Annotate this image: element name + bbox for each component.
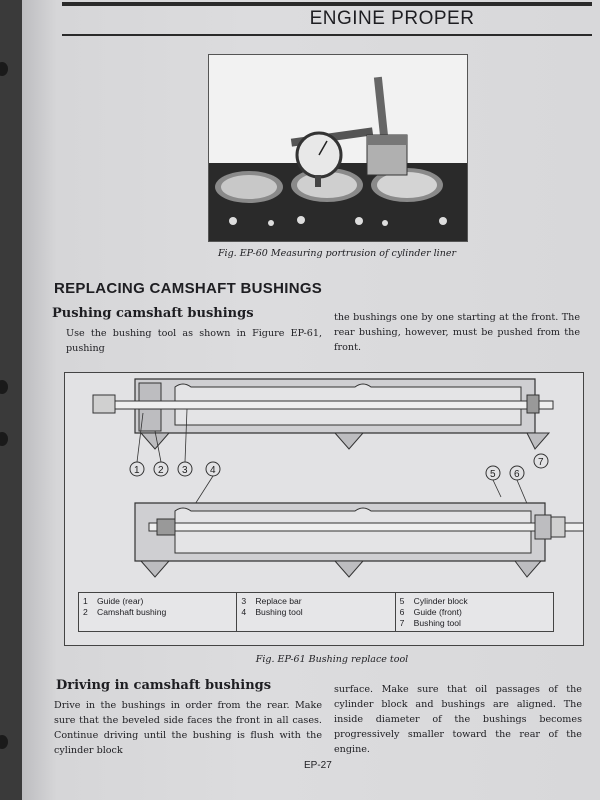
legend-column <box>395 593 553 631</box>
legend-row <box>400 596 549 607</box>
legend-number: 3 <box>241 596 247 606</box>
legend-number: 6 <box>399 607 405 617</box>
legend-label: Guide (front) <box>413 607 462 617</box>
legend-number: 1 <box>83 596 88 606</box>
diagram-legend <box>78 592 554 632</box>
pushing-text-left: Use the bushing tool as shown in Figure EP-61, pushing <box>66 328 322 354</box>
callout-1: 1 <box>134 465 140 476</box>
legend-row <box>83 607 232 618</box>
legend-column <box>236 593 394 631</box>
callout-4: 4 <box>210 465 216 476</box>
legend-row <box>241 607 390 618</box>
legend-label: Camshaft bushing <box>97 607 167 617</box>
driving-heading: Driving in camshaft bushings <box>56 678 272 693</box>
pushing-heading: Pushing camshaft bushings <box>52 306 254 321</box>
header-underline <box>62 34 592 36</box>
legend-number: 5 <box>399 596 405 606</box>
binder-hole <box>0 380 8 394</box>
pushing-text-right: the bushings one by one starting at the front. The rear bushing, however, must be pushed from the front. <box>334 312 580 353</box>
diagram-caption: Fig. EP-61 Bushing replace tool <box>255 654 409 665</box>
legend-label: Bushing tool <box>255 607 303 617</box>
binder-hole <box>0 62 8 76</box>
legend-label: Replace bar <box>255 596 302 606</box>
cylinder-liner-photo <box>208 54 468 242</box>
header-rule <box>62 2 592 6</box>
callout-5: 5 <box>490 469 496 480</box>
callout-7: 7 <box>538 457 544 468</box>
binder-hole <box>0 432 8 446</box>
legend-label: Cylinder block <box>413 596 468 606</box>
legend-label: Guide (rear) <box>97 596 144 606</box>
manual-page <box>22 0 600 800</box>
legend-row <box>400 618 549 629</box>
page-header-title: ENGINE PROPER <box>309 8 475 29</box>
legend-label: Bushing tool <box>413 618 461 628</box>
driving-text-right: surface. Make sure that oil passages of the cylinder block and bushings are aligned. The inside diameter of the bushings becomes progressively smaller toward the rear of the engine. <box>334 684 582 755</box>
driving-text-left: Drive in the bushings in order from the rear. Make sure that the beveled side faces the front in all cases. Continue driving until the bushing is flush with the cylinder block <box>54 700 322 756</box>
binder-hole <box>0 735 8 749</box>
callout-6: 6 <box>514 469 520 480</box>
section-title: REPLACING CAMSHAFT BUSHINGS <box>54 280 323 297</box>
legend-row <box>241 596 390 607</box>
callout-2: 2 <box>158 465 164 476</box>
legend-number: 4 <box>241 607 247 617</box>
legend-number: 2 <box>83 607 88 617</box>
legend-row <box>83 596 232 607</box>
photo-caption: Fig. EP-60 Measuring portrusion of cylinder liner <box>217 248 457 259</box>
callout-3: 3 <box>182 465 188 476</box>
page-number: EP-27 <box>304 760 332 771</box>
legend-row <box>400 607 549 618</box>
legend-column <box>79 593 236 631</box>
dial-gauge-illustration <box>209 55 467 241</box>
legend-number: 7 <box>399 618 405 628</box>
